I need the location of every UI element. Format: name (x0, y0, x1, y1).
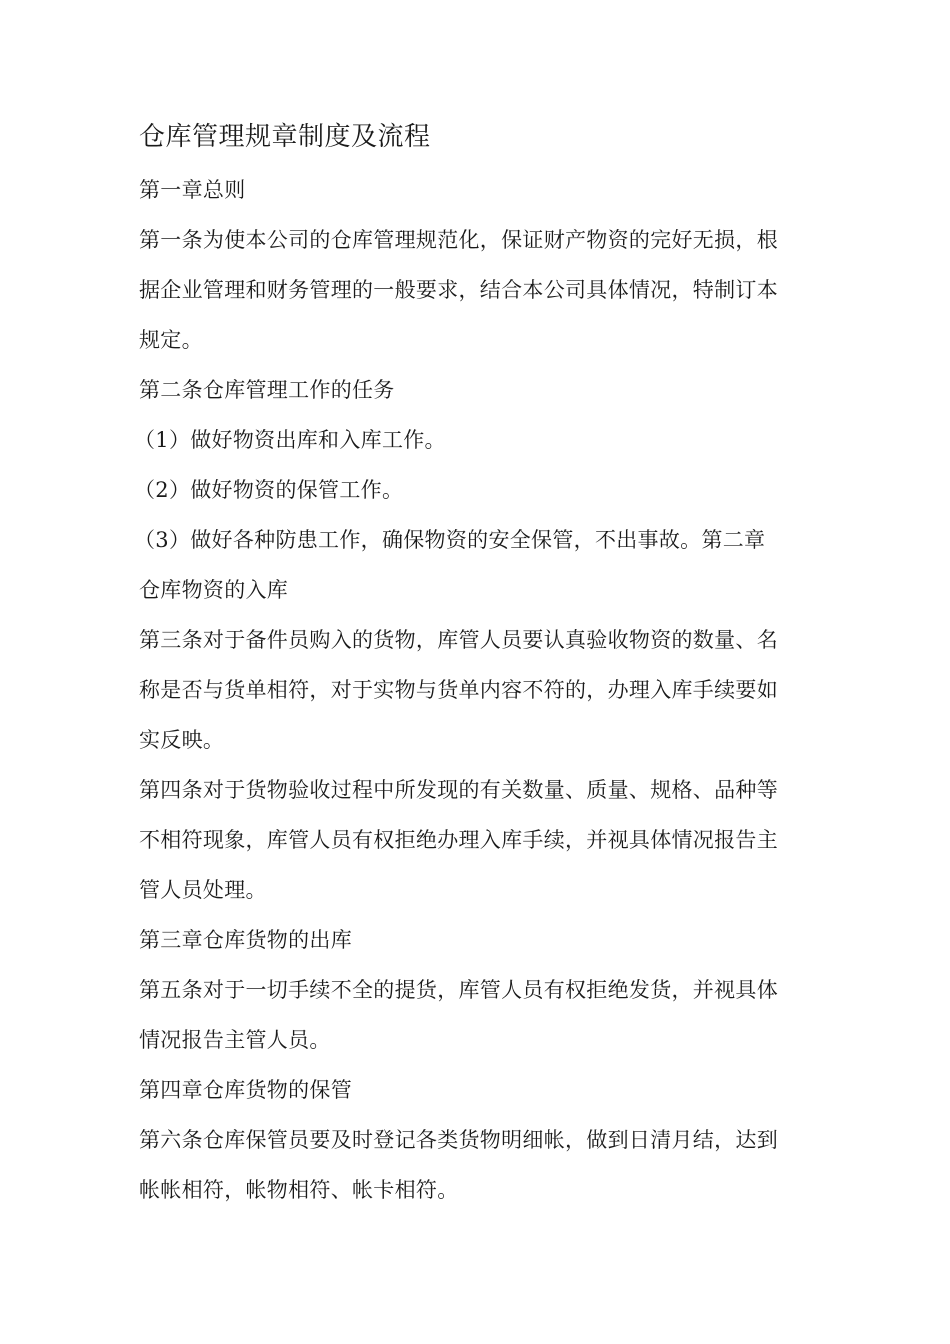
chapter-3-heading: 第三章仓库货物的出库 (139, 928, 352, 952)
article-2-item-3: （3）做好各种防患工作，确保物资的安全保管，不出事故。第二章 (134, 528, 766, 552)
article-4-line-1: 第四条对于货物验收过程中所发现的有关数量、质量、规格、品种等 (139, 778, 778, 802)
article-5-line-1: 第五条对于一切手续不全的提货，库管人员有权拒绝发货，并视具体 (139, 978, 778, 1002)
article-1-line-2: 据企业管理和财务管理的一般要求，结合本公司具体情况，特制订本 (139, 278, 778, 302)
chapter-4-heading: 第四章仓库货物的保管 (139, 1078, 352, 1102)
document-body (134, 113, 819, 1215)
article-3-line-2: 称是否与货单相符，对于实物与货单内容不符的，办理入库手续要如 (139, 678, 778, 702)
article-2-item-2: （2）做好物资的保管工作。 (134, 478, 404, 502)
article-1-line-3: 规定。 (139, 328, 203, 352)
chapter-1-heading: 第一章总则 (139, 178, 246, 202)
article-6-line-1: 第六条仓库保管员要及时登记各类货物明细帐，做到日清月结，达到 (139, 1128, 778, 1152)
article-4-line-2: 不相符现象，库管人员有权拒绝办理入库手续，并视具体情况报告主 (139, 828, 778, 852)
article-2-item-1: （1）做好物资出库和入库工作。 (134, 428, 446, 452)
article-3-line-3: 实反映。 (139, 728, 225, 752)
document-title: 仓库管理规章制度及流程 (139, 122, 431, 152)
article-2-heading: 第二条仓库管理工作的任务 (139, 378, 395, 402)
article-5-line-2: 情况报告主管人员。 (139, 1028, 331, 1052)
article-3-line-1: 第三条对于备件员购入的货物，库管人员要认真验收物资的数量、名 (139, 628, 778, 652)
article-1-line-1: 第一条为使本公司的仓库管理规范化，保证财产物资的完好无损，根 (139, 228, 778, 252)
chapter-2-heading: 仓库物资的入库 (139, 578, 289, 602)
article-6-line-2: 帐帐相符，帐物相符、帐卡相符。 (139, 1178, 459, 1202)
article-4-line-3: 管人员处理。 (139, 878, 267, 902)
